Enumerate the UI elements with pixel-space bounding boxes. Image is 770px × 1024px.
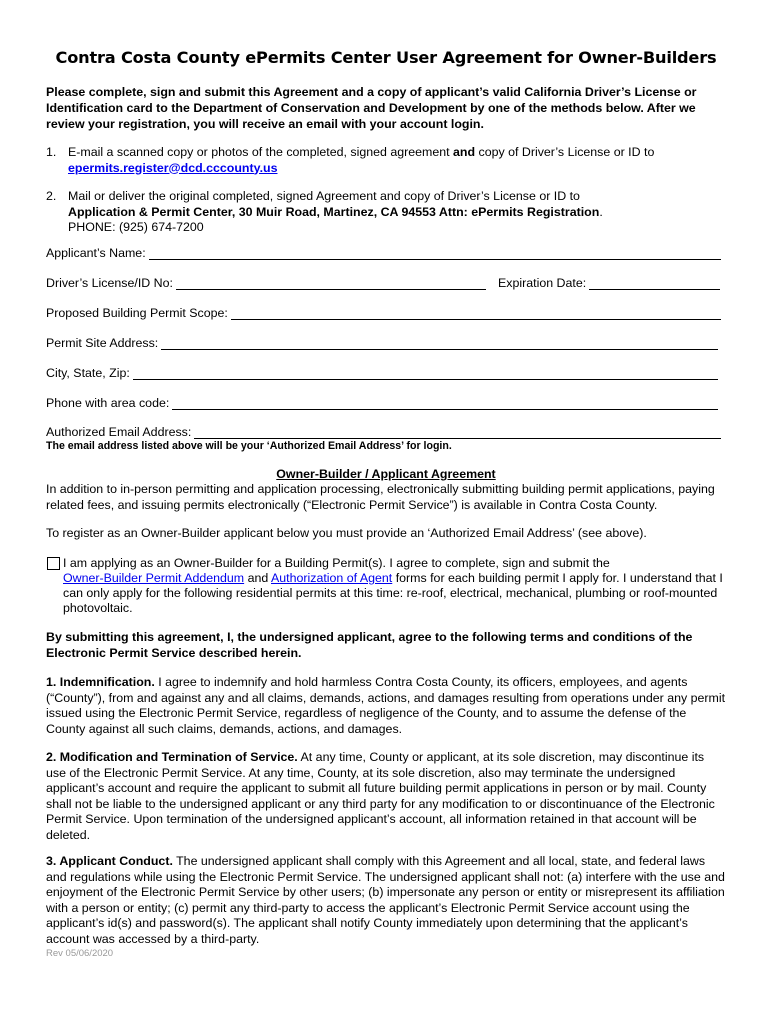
- expiration-line[interactable]: [589, 277, 720, 290]
- applicant-name-field: [46, 244, 721, 260]
- intro-paragraph: Please complete, sign and submit this Agreement and a copy of applicant’s valid California Driver’s License or Identification card to the Department of Conservation and Development by one of the methods below. After we review your registration, you will receive an email with your account login.: [46, 85, 697, 131]
- term-modification-heading: 2. Modification and Termination of Service.: [46, 750, 298, 764]
- owner-builder-statement: [63, 556, 723, 616]
- method-email-text-2: copy of Driver’s License or ID to: [475, 145, 655, 159]
- method-mail-period: .: [599, 204, 603, 219]
- term-conduct-body: The undersigned applicant shall comply with this Agreement and all local, state, and federal laws and regulations while using the Electronic Permit Service. The undersigned applicant shall not: (a) interfere with the use and enjoyment of the Electronic Permit Service by other users; (b) impersonate any person or entity or misrepresent its affiliation with a person or entity; (c) permit any third-party to access the applicant’s Electronic Permit Service account using the applicant’s id(s) and password(s). The applicant shall notify County immediately upon determining that the applicant’s account was accessed by a third-party.: [46, 854, 725, 946]
- term-modification-body: At any time, County or applicant, at its sole discretion, may discontinue its use of the Electronic Permit Service. At any time, County, at its sole discretion, also may terminate the undersigned applicant’s account and require the applicant to submit all future building permit applications in person or by mail. County shall not be liable to the undersigned applicant or any third party for any modification to or discontinuance of the Electronic Permit Service. Upon termination of the undersigned applicant’s account, all information retained in that account will be deleted.: [46, 750, 715, 842]
- terms-intro: By submitting this agreement, I, the undersigned applicant, agree to the following terms and conditions of the Electronic Permit Service described herein.: [46, 630, 693, 660]
- revision-footer: Rev 05/06/2020: [46, 948, 114, 959]
- applicant-name-label: Applicant’s Name:: [46, 246, 146, 260]
- phone-line[interactable]: [172, 397, 718, 410]
- site-address-label: Permit Site Address:: [46, 336, 159, 350]
- scope-line[interactable]: [231, 307, 721, 320]
- term-modification: [46, 750, 726, 843]
- term-conduct-heading: 3. Applicant Conduct.: [46, 854, 173, 868]
- email-field: [46, 423, 721, 439]
- method-mail-address: Application & Permit Center, 30 Muir Road, Martinez, CA 94553 Attn: ePermits Registration: [68, 204, 600, 219]
- owner-builder-addendum-link[interactable]: Owner-Builder Permit Addendum: [63, 571, 245, 585]
- license-field: [46, 274, 486, 290]
- email-label: Authorized Email Address:: [46, 425, 192, 439]
- authorization-of-agent-link[interactable]: Authorization of Agent: [271, 571, 393, 585]
- email-line[interactable]: [194, 426, 721, 439]
- expiration-label: Expiration Date:: [498, 276, 587, 290]
- method-mail: [46, 189, 721, 236]
- agreement-paragraph-1: In addition to in-person permitting and application processing, electronically submitting building permit applications, paying related fees, and issuing permits electronically (“Electronic Permit Service”) is available in Contra Costa County.: [46, 482, 715, 512]
- method-email: [46, 145, 721, 176]
- site-address-field: [46, 334, 718, 350]
- method-mail-text: Mail or deliver the original completed, signed Agreement and copy of Driver’s License or ID to: [68, 189, 580, 203]
- method-mail-phone: PHONE: (925) 674-7200: [68, 220, 204, 234]
- license-line[interactable]: [176, 277, 486, 290]
- agreement-heading: Owner-Builder / Applicant Agreement: [276, 467, 496, 481]
- city-line[interactable]: [133, 367, 718, 380]
- email-note: The email address listed above will be your ‘Authorized Email Address’ for login.: [46, 440, 452, 452]
- scope-field: [46, 304, 721, 320]
- term-indemnification-body: I agree to indemnify and hold harmless Contra Costa County, its officers, employees, and agents (“County”), from and against any and all claims, demands, actions, and damages resulting from operations under any permit issued using the Electronic Permit Service, regardless of negligence of the County, and to assume the defense of the County against all such claims, demands, actions, and damages.: [46, 675, 726, 736]
- city-field: [46, 364, 718, 380]
- method-email-number: 1.: [46, 145, 57, 159]
- owner-builder-statement-text-2: forms for each building permit I apply for. I understand that I can only apply for the following residential permits at this time: re-roof, electrical, mechanical, plumbing or roof-mounted photovoltaic.: [63, 571, 723, 615]
- method-mail-number: 2.: [46, 189, 57, 203]
- register-email-link[interactable]: epermits.register@dcd.cccounty.us: [68, 160, 278, 175]
- applicant-name-line[interactable]: [149, 247, 721, 260]
- phone-field: [46, 394, 718, 410]
- method-email-and: and: [453, 145, 476, 159]
- document-title: Contra Costa County ePermits Center User Agreement for Owner-Builders: [55, 48, 717, 67]
- agreement-paragraph-2: To register as an Owner-Builder applicant below you must provide an ‘Authorized Email Address’ (see above).: [46, 526, 647, 540]
- term-conduct: [46, 854, 726, 947]
- license-label: Driver’s License/ID No:: [46, 276, 173, 290]
- method-email-text: E-mail a scanned copy or photos of the completed, signed agreement: [68, 145, 454, 159]
- term-indemnification: [46, 675, 726, 737]
- expiration-field: [498, 274, 720, 290]
- phone-label: Phone with area code:: [46, 396, 170, 410]
- site-address-line[interactable]: [161, 337, 718, 350]
- term-indemnification-heading: 1. Indemnification.: [46, 675, 155, 689]
- scope-label: Proposed Building Permit Scope:: [46, 306, 228, 320]
- owner-builder-checkbox[interactable]: [47, 557, 60, 570]
- owner-builder-statement-text: I am applying as an Owner-Builder for a Building Permit(s). I agree to complete, sign and submit the: [63, 556, 610, 570]
- owner-builder-and: and: [244, 571, 271, 585]
- city-label: City, State, Zip:: [46, 366, 130, 380]
